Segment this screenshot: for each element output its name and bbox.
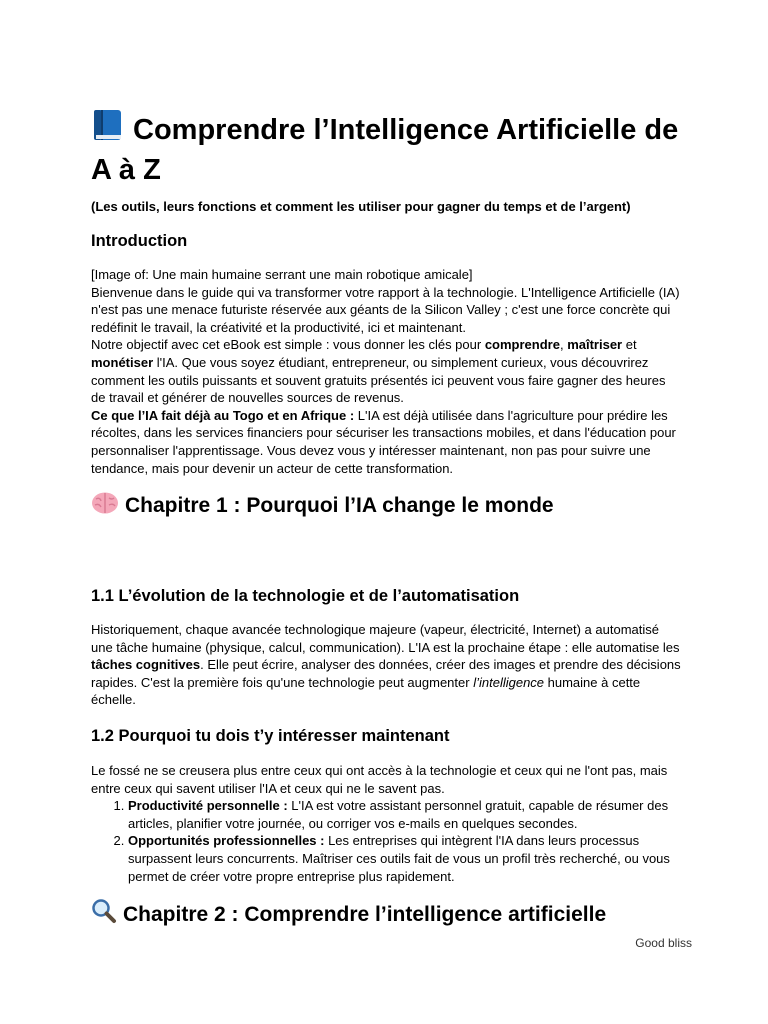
reasons-list	[91, 797, 681, 885]
list-item: 2. Opportunités professionnelles : Les entreprises qui intègrent l'IA dans leurs processus surpassent leurs concurrents. Maîtriser ces outils fait de vous un profil très recherché, ou vous permet de créer votre propre entreprise plus rapidement.	[128, 832, 681, 885]
section-1-1-body: Historiquement, chaque avancée technologique majeure (vapeur, électricité, Internet) a automatisé une tâche humaine (physique, calcul, communication). L'IA est la prochaine étape : elle automatise les tâches cognitives. Elle peut écrire, analyser des données, créer des images et prendre des décisions rapides. C'est la première fois qu'une technologie peut augmenter l’intelligence humaine à cette échelle.	[91, 622, 681, 708]
blue-book-icon	[91, 108, 125, 152]
intro-paragraph: Bienvenue dans le guide qui va transformer votre rapport à la technologie. L'Intelligence Artificielle (IA) n'est pas une menace futuriste réservée aux géants de la Silicon Valley ; c'est une force concrète qui redéfinit le travail, la créativité et la productivité, ici et maintenant.	[91, 284, 680, 335]
chapter-2-heading: Chapitre 2 : Comprendre l’intelligence artificielle	[91, 898, 606, 932]
image-placeholder: [Image of: Une main humaine serrant une main robotique amicale]	[91, 267, 473, 282]
section-1-2-body	[91, 762, 681, 885]
footer-signature: Good bliss	[635, 936, 692, 950]
section-1-1-heading: 1.1 L’évolution de la technologie et de l’automatisation	[91, 587, 520, 605]
chapter-1-heading: Chapitre 1 : Pourquoi l’IA change le monde	[91, 491, 554, 523]
objective-paragraph: Notre objectif avec cet eBook est simple : vous donner les clés pour comprendre, maîtriser et monétiser l'IA. Que vous soyez étudiant, entrepreneur, ou simplement curieux, vous découvrirez comment les outils puissants et souvent gratuits présentés ici peuvent vous faire gagner des heures de travail et générer de nouvelles sources de revenus.	[91, 337, 666, 406]
keyword-monetiser: monétiser	[91, 354, 154, 370]
title-text: Comprendre l’Intelligence Artificielle de A à Z	[91, 114, 679, 186]
gap-paragraph: Le fossé ne se creusera plus entre ceux qui ont accès à la technologie et ceux qui ne l'ont pas, mais entre ceux qui savent utiliser l'IA et ceux qui ne le savent pas.	[91, 763, 668, 796]
introduction-section	[91, 266, 681, 477]
document-title	[91, 108, 691, 189]
list-item: 1. Productivité personnelle : L'IA est votre assistant personnel gratuit, capable de résumer des articles, planifier votre journée, ou corriger vos e-mails en quelques secondes.	[128, 797, 681, 832]
keyword-intelligence: l’intelligence	[473, 674, 545, 690]
keyword-taches-cognitives: tâches cognitives	[91, 657, 201, 673]
brain-icon	[91, 491, 119, 523]
keyword-comprendre: comprendre	[484, 337, 560, 353]
keyword-maitriser: maîtriser	[567, 337, 623, 353]
introduction-heading: Introduction	[91, 232, 188, 250]
magnifying-glass-icon	[91, 898, 117, 932]
document-subtitle: (Les outils, leurs fonctions et comment les utiliser pour gagner du temps et de l’argent)	[91, 199, 631, 214]
section-1-2-heading: 1.2 Pourquoi tu dois t’y intéresser maintenant	[91, 727, 450, 745]
africa-paragraph: Ce que l’IA fait déjà au Togo et en Afrique : L'IA est déjà utilisée dans l'agriculture pour prédire les récoltes, dans les services financiers pour sécuriser les transactions mobiles, et dans l'éducation pour personnaliser l'apprentissage. Vous devez vous y intéresser maintenant, non pas pour suivre une tendance, mais pour devenir un acteur de cette transformation.	[91, 407, 676, 476]
africa-label: Ce que l’IA fait déjà au Togo et en Afrique :	[91, 407, 355, 423]
